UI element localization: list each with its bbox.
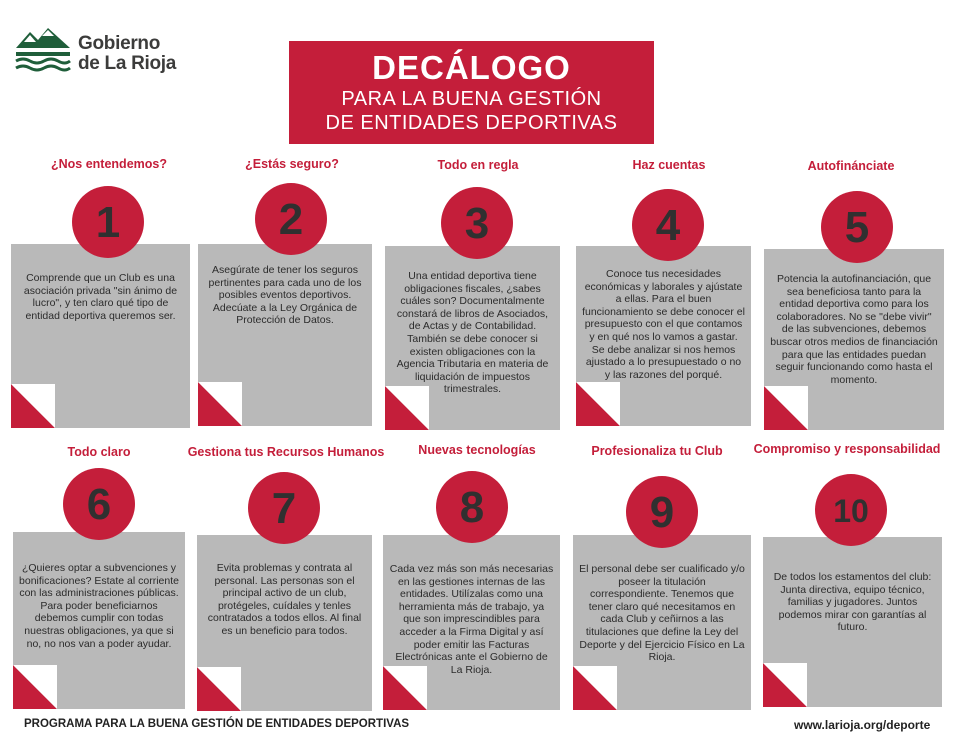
fold-corner-icon: [764, 386, 808, 430]
subtitle-line1: PARA LA BUENA GESTIÓN: [341, 88, 602, 110]
card-text-3: Una entidad deportiva tiene obligaciones fiscales, ¿sabes cuáles son? Documentalmente constará de libros de Asociados, de Actas y de Contabilidad. También se debe conocer si existen obligaciones con la Agencia Tributaria en materia de liquidación de impuestos trimestrales.: [396, 270, 549, 396]
item-title-9: Profesionaliza tu Club: [591, 444, 723, 458]
fold-corner-icon: [13, 665, 57, 709]
card-8: [383, 535, 560, 710]
number-circle-2: 2: [255, 183, 327, 255]
footer-url[interactable]: www.larioja.org/deporte: [794, 718, 931, 732]
fold-corner-icon: [197, 667, 241, 711]
gobierno-logo: [14, 24, 189, 80]
logo-text: Gobierno de La Rioja: [78, 33, 177, 74]
item-title-6: Todo claro: [67, 445, 131, 459]
mountain-logo-icon: [14, 24, 72, 76]
card-text-5: Potencia la autofinanciación, que sea beneficiosa tanto para la entidad deportiva como para los colaboradores. No se "debe vivir" de las subvenciones, debemos buscar otros medios de financiación para que las entidades puedan seguir funcionando como hasta el momento.: [770, 273, 938, 386]
item-title-2: ¿Estás seguro?: [245, 157, 339, 171]
card-7: [197, 535, 372, 711]
item-title-8: Nuevas tecnologías: [418, 443, 536, 457]
number-circle-7: 7: [248, 472, 320, 544]
number-circle-4: 4: [632, 189, 704, 261]
card-text-4: Conoce tus necesidades económicas y laborales y ajústate a ellas. Para el buen funcionamiento se debe conocer el presupuesto con el que contamos y en qué nos lo vamos a gastar. Se debe analizar si nos hemos ajustado a lo presupuestado o no y las razones del porqué.: [582, 268, 745, 381]
fold-corner-icon: [763, 663, 807, 707]
card-text-1: Comprende que un Club es una asociación privada "sin ánimo de lucro", y ten claro qué tipo de entidad deportiva queremos ser.: [23, 272, 178, 322]
subtitle-line2: DE ENTIDADES DEPORTIVAS: [325, 112, 618, 134]
card-text-7: Evita problemas y contrata al personal. Las personas son el principal activo de un club, protégeles, cuídales y tenles contratados a todos ellos. Al final es un beneficio para todos.: [207, 562, 362, 637]
card-1: [11, 244, 190, 428]
number-circle-9: 9: [626, 476, 698, 548]
number-circle-6: 6: [63, 468, 135, 540]
card-3: [385, 246, 560, 430]
footer-program: PROGRAMA PARA LA BUENA GESTIÓN DE ENTIDADES DEPORTIVAS: [24, 718, 410, 730]
fold-corner-icon: [576, 382, 620, 426]
number-circle-1: 1: [72, 186, 144, 258]
item-title-7: Gestiona tus Recursos Humanos: [187, 445, 385, 459]
card-text-6: ¿Quieres optar a subvenciones y bonificaciones? Estate al corriente con las administraciones públicas. Para poder beneficiarnos debemos cumplir con todas nuestras obligaciones, ya que si no, no nos van a poder ayudar.: [19, 562, 179, 650]
card-text-9: El personal debe ser cualificado y/o poseer la titulación correspondiente. Tenemos que tener claro qué necesitamos en cada Club y ceñirnos a las titulaciones que define la Ley del Deporte y del Ejercicio Físico en La Rioja.: [579, 563, 745, 664]
card-text-10: De todos los estamentos del club: Junta directiva, equipo técnico, familias y jugadores. Juntos podemos mirar con garantías al futuro.: [773, 571, 932, 634]
fold-corner-icon: [573, 666, 617, 710]
item-title-10: Compromiso y responsabilidad: [753, 442, 941, 456]
item-title-4: Haz cuentas: [632, 158, 706, 172]
item-title-5: Autofinánciate: [807, 159, 895, 173]
number-circle-8: 8: [436, 471, 508, 543]
item-title-3: Todo en regla: [437, 158, 519, 172]
title-banner: [289, 41, 654, 144]
card-6: [13, 532, 185, 709]
card-5: [764, 249, 944, 430]
number-circle-10: 10: [815, 474, 887, 546]
number-circle-3: 3: [441, 187, 513, 259]
item-title-1: ¿Nos entendemos?: [51, 157, 167, 171]
card-9: [573, 535, 751, 710]
card-10: [763, 537, 942, 707]
card-4: [576, 246, 751, 426]
card-text-2: Asegúrate de tener los seguros pertinentes para cada uno de los posibles eventos deportivos. Adecúate a la Ley Orgánica de Protección de Datos.: [208, 264, 362, 327]
card-text-8: Cada vez más son más necesarias en las gestiones internas de las entidades. Utilízalas como una herramienta más de trabajo, ya que son imprescindibles para acceder a la Firma Digital y así poder emitir las Facturas Electrónicas ante el Gobierno de La Rioja.: [389, 563, 554, 676]
card-2: [198, 244, 372, 426]
fold-corner-icon: [198, 382, 242, 426]
main-title: DECÁLOGO: [372, 49, 571, 86]
number-circle-5: 5: [821, 191, 893, 263]
fold-corner-icon: [11, 384, 55, 428]
